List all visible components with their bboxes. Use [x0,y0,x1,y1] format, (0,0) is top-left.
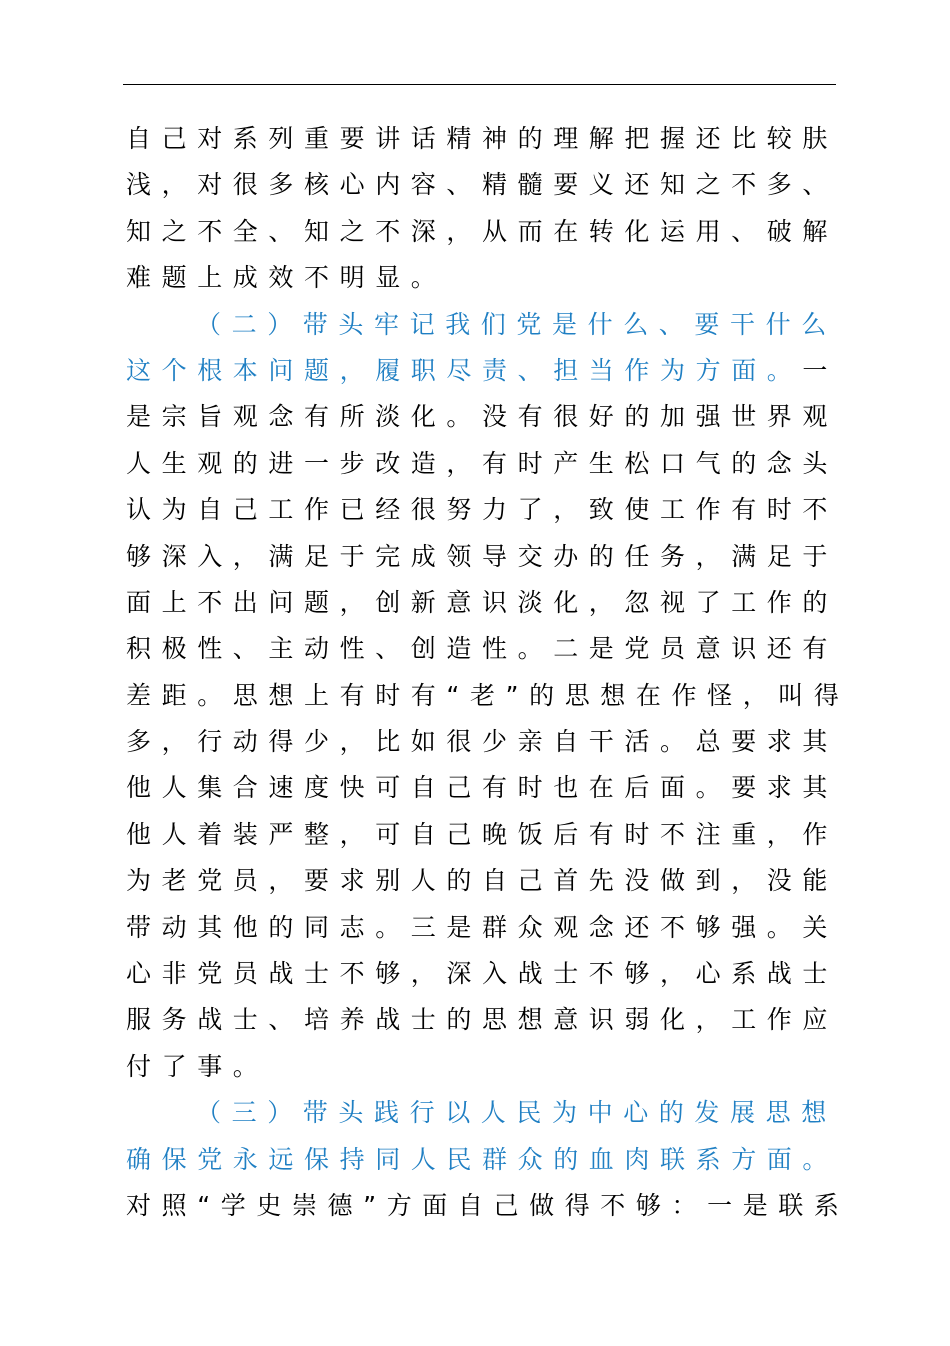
section-2-body-start: 一 [802,355,839,385]
text-line: 他人着装严整，可自己晚饭后有时不注重，作 [126,819,839,849]
text-line: 差距。思想上有时有“老”的思想在作怪，叫得 [126,680,850,710]
text-line: 浅，对很多核心内容、精髓要义还知之不多、 [126,170,839,200]
section-2-heading: （二）带头牢记我们党是什么、要干什么 [196,309,837,339]
text-line: 为老党员，要求别人的自己首先没做到，没能 [126,866,839,896]
section-2-heading-text: 这个根本问题，履职尽责、担当作为方面。 [126,355,803,385]
text-line: 服务战士、培养战士的思想意识弱化，工作应 [126,1005,839,1035]
document-body [126,116,850,1229]
section-2-heading-cont [126,348,839,394]
text-line: 难题上成效不明显。 [126,263,447,293]
text-line: 积极性、主动性、创造性。二是党员意识还有 [126,634,839,664]
text-line: 对照“学史崇德”方面自己做得不够：一是联系 [126,1190,850,1220]
text-line: 够深入，满足于完成领导交办的任务，满足于 [126,541,839,571]
text-line: 自己对系列重要讲话精神的理解把握还比较肤 [126,124,839,153]
text-line: 知之不全、知之不深，从而在转化运用、破解 [126,216,839,246]
text-line: 他人集合速度快可自己有时也在后面。要求其 [126,773,839,803]
text-line: 人生观的进一步改造，有时产生松口气的念头 [126,448,839,478]
text-line: 带动其他的同志。三是群众观念还不够强。关 [126,912,839,942]
text-line: 多，行动得少，比如很少亲自干活。总要求其 [126,727,839,757]
section-3-heading-cont: 确保党永远保持同人民群众的血肉联系方面。 [126,1144,839,1174]
header-rule [123,84,836,85]
text-line: 面上不出问题，创新意识淡化，忽视了工作的 [126,587,839,617]
text-line: 是宗旨观念有所淡化。没有很好的加强世界观 [126,402,839,432]
text-line: 心非党员战士不够，深入战士不够，心系战士 [126,959,839,989]
section-3-heading: （三）带头践行以人民为中心的发展思想 [196,1098,837,1128]
text-line: 付了事。 [126,1051,269,1081]
text-line: 认为自己工作已经很努力了，致使工作有时不 [126,495,839,525]
